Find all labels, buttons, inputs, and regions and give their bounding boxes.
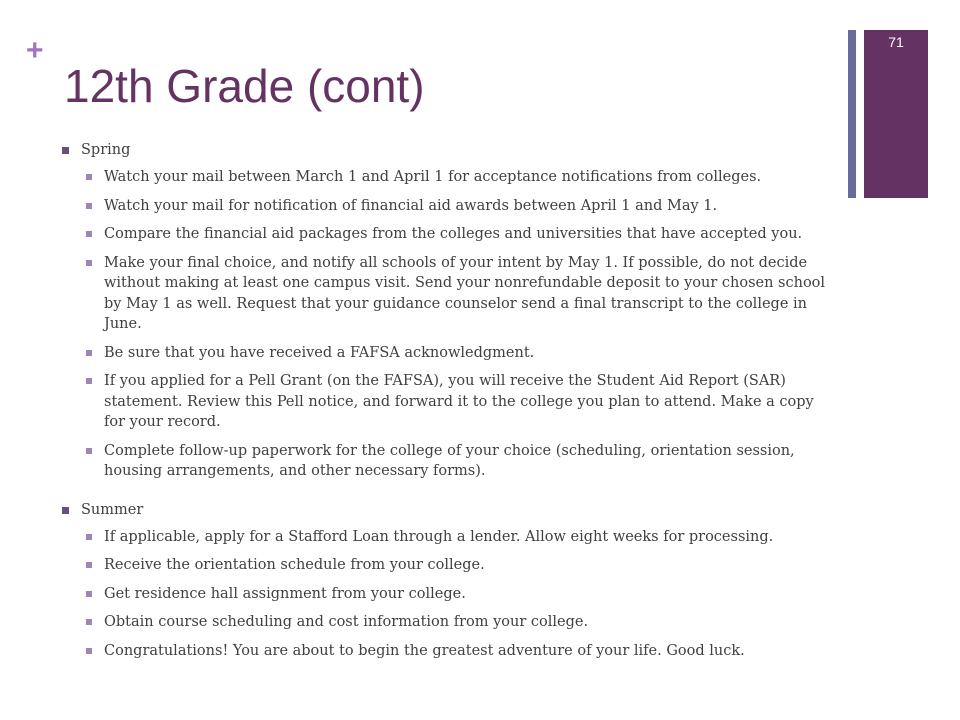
square-bullet-icon bbox=[86, 448, 92, 454]
square-bullet-icon bbox=[86, 648, 92, 654]
list-item-text: Obtain course scheduling and cost information from your college. bbox=[104, 614, 589, 630]
square-bullet-icon bbox=[86, 203, 92, 209]
square-bullet-icon bbox=[86, 174, 92, 180]
list-item-text: Receive the orientation schedule from your college. bbox=[104, 557, 485, 573]
bullet-list bbox=[62, 167, 837, 482]
square-bullet-icon bbox=[86, 562, 92, 568]
list-item-text: Get residence hall assignment from your college. bbox=[104, 585, 466, 602]
square-bullet-icon bbox=[62, 507, 69, 514]
list-item bbox=[86, 584, 837, 605]
list-item bbox=[86, 441, 837, 482]
square-bullet-icon bbox=[86, 534, 92, 540]
section-heading bbox=[62, 140, 837, 160]
square-bullet-icon bbox=[86, 260, 92, 266]
slide-title: 12th Grade (cont) bbox=[64, 60, 425, 112]
list-item bbox=[86, 641, 837, 662]
list-item bbox=[86, 612, 837, 633]
section-summer bbox=[62, 500, 837, 662]
list-item bbox=[86, 253, 837, 335]
square-bullet-icon bbox=[86, 591, 92, 597]
list-item-text: Be sure that you have received a FAFSA acknowledgment. bbox=[104, 344, 535, 361]
list-item bbox=[86, 555, 837, 576]
bullet-list bbox=[62, 527, 837, 662]
list-item-text: Make your final choice, and notify all schools of your intent by May 1. If possible, do not decide without making at least one campus visit. Send your nonrefundable deposit to your chosen school by May 1 as well. Request that your guidance counselor send a final transcript to the college in June. bbox=[104, 254, 826, 332]
list-item bbox=[86, 224, 837, 245]
list-item-text: Complete follow-up paperwork for the college of your choice (scheduling, orientation session, housing arrangements, and other necessary forms). bbox=[104, 442, 795, 479]
list-item bbox=[86, 343, 837, 364]
accent-bar-thin bbox=[848, 30, 856, 198]
square-bullet-icon bbox=[86, 231, 92, 237]
list-item bbox=[86, 527, 837, 548]
slide-number: 71 bbox=[888, 34, 904, 50]
section-label: Spring bbox=[81, 142, 131, 158]
square-bullet-icon bbox=[86, 378, 92, 384]
slide-content bbox=[62, 140, 837, 669]
section-heading bbox=[62, 500, 837, 520]
square-bullet-icon bbox=[62, 147, 69, 154]
square-bullet-icon bbox=[86, 350, 92, 356]
list-item bbox=[86, 371, 837, 433]
plus-icon: + bbox=[26, 34, 44, 67]
square-bullet-icon bbox=[86, 619, 92, 625]
list-item-text: Congratulations! You are about to begin the greatest adventure of your life. Good luck. bbox=[104, 642, 745, 659]
list-item-text: If applicable, apply for a Stafford Loan through a lender. Allow eight weeks for processing. bbox=[104, 528, 774, 545]
accent-bar bbox=[864, 30, 928, 198]
section-label: Summer bbox=[81, 501, 144, 518]
list-item-text: If you applied for a Pell Grant (on the FAFSA), you will receive the Student Aid Report (SAR) statement. Review this Pell notice, and forward it to the college you plan to attend. Make a copy for your record. bbox=[104, 373, 814, 430]
section-spring bbox=[62, 140, 837, 482]
list-item-text: Watch your mail for notification of financial aid awards between April 1 and May 1. bbox=[104, 197, 718, 214]
list-item-text: Compare the financial aid packages from the colleges and universities that have accepted you. bbox=[104, 226, 803, 242]
list-item-text: Watch your mail between March 1 and April 1 for acceptance notifications from colleges. bbox=[104, 169, 762, 185]
list-item bbox=[86, 167, 837, 188]
list-item bbox=[86, 196, 837, 217]
